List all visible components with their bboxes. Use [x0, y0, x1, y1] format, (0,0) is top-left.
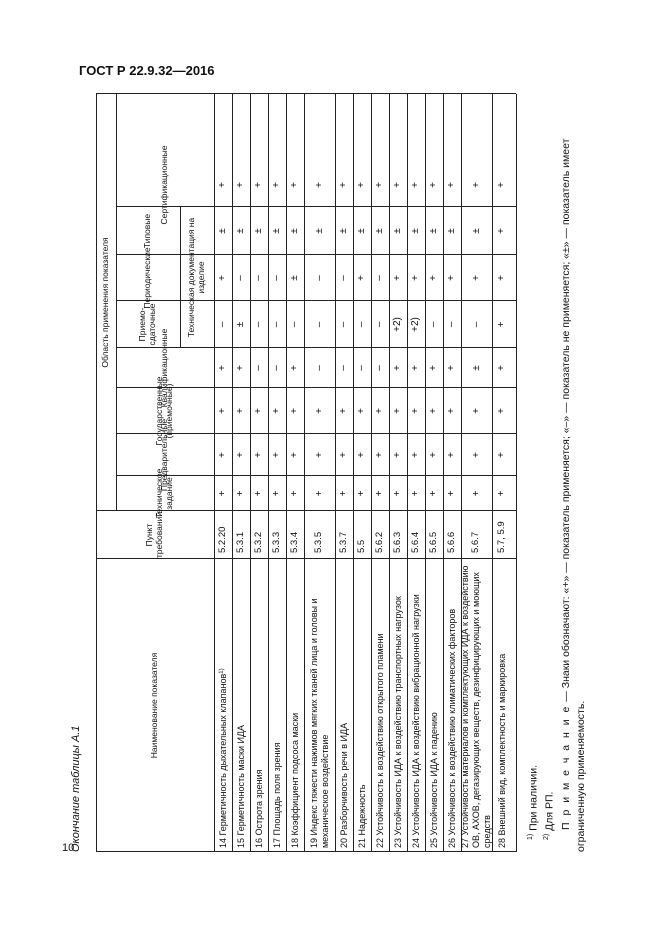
row-value: +: [410, 408, 422, 414]
row-value: +: [392, 490, 404, 497]
row-value: +: [410, 452, 422, 458]
row-value: ±: [374, 228, 386, 234]
row-ref: 5.3.2: [252, 531, 264, 553]
header-pris: Приемо-сдаточные: [137, 303, 157, 346]
row-value: ±: [446, 228, 458, 234]
row-value: ±: [338, 228, 350, 234]
row-value: +: [470, 182, 482, 188]
row-value: +: [289, 365, 301, 371]
row-name-text: 19 Индекс тяжести нажимов мягких тканей лица и головы и механическое воздействие: [308, 598, 330, 848]
row-name: [232, 559, 250, 852]
row-value: +: [496, 365, 508, 371]
header-period: Периодические: [142, 247, 153, 309]
row-name: [268, 559, 286, 852]
row-value: +: [374, 452, 386, 458]
row-ref: 5.7, 5.9: [495, 521, 507, 553]
row-name: [304, 559, 335, 852]
row-name: [461, 559, 492, 852]
row-name-text: 21 Надежность: [356, 784, 367, 848]
row-value: –: [271, 321, 283, 328]
header-ref: Пункт требований: [144, 511, 164, 559]
row-value: +: [235, 182, 247, 188]
table: [96, 94, 516, 852]
row-value: +: [235, 365, 247, 371]
row-value: ±: [289, 228, 301, 234]
row-value: +: [356, 490, 368, 497]
row-value: +: [356, 408, 368, 414]
document-header: ГОСТ Р 22.9.32—2016: [79, 63, 215, 78]
row-value: +: [428, 490, 440, 497]
row-value: +: [470, 452, 482, 458]
row-name: [214, 559, 232, 852]
row-name: [250, 559, 268, 852]
row-value: +: [446, 408, 458, 414]
row-name-text: 23 Устойчивость ИДА к воздействию транспортных нагрузок: [392, 596, 403, 848]
row-name: [389, 559, 407, 852]
row-name-text: 14 Герметичность дыхательных клапанов: [217, 673, 228, 848]
header-area: Область применения показателя: [100, 237, 111, 368]
row-value: ±: [253, 228, 265, 234]
row-value: +: [271, 182, 283, 188]
row-value: +: [410, 365, 422, 371]
row-value: +: [235, 452, 247, 458]
row-value: –: [313, 275, 325, 281]
row-ref: 5.2.20: [216, 526, 228, 553]
page-number: 10: [62, 842, 75, 854]
row-value: +: [410, 275, 422, 281]
row-value: +: [217, 182, 229, 188]
row-value: +: [428, 182, 440, 188]
row-value: –: [428, 321, 440, 328]
row-value: ±: [313, 228, 325, 234]
table-rule: [96, 93, 516, 94]
row-name: [443, 559, 461, 852]
row-value: ±: [271, 228, 283, 234]
row-value: +: [374, 408, 386, 414]
row-value: +: [446, 452, 458, 458]
row-name-text: 20 Разборчивость речи в ИДА: [338, 722, 349, 848]
row-value: +: [392, 452, 404, 458]
row-value: +: [217, 408, 229, 414]
row-value: +: [289, 452, 301, 458]
row-value: –: [374, 275, 386, 281]
row-value: –: [356, 365, 368, 371]
row-value: –: [356, 321, 368, 328]
row-value: +: [338, 490, 350, 497]
row-ref: 5.6.2: [373, 531, 385, 553]
row-name: [492, 559, 512, 852]
row-value: +: [356, 182, 368, 188]
row-value: +: [496, 182, 508, 188]
row-value: +: [446, 365, 458, 371]
footnote-mark: 1): [219, 668, 226, 674]
row-value: +: [470, 408, 482, 414]
row-name-text: 15 Герметичность маски ИДА: [235, 724, 246, 848]
row-value: +: [428, 275, 440, 281]
row-value: +: [496, 490, 508, 497]
row-name-text: 16 Острота зрения: [253, 769, 264, 848]
row-ref: 5.3.5: [313, 531, 325, 553]
row-value: +: [356, 452, 368, 458]
row-value: +: [446, 490, 458, 497]
row-value: +: [338, 408, 350, 414]
note-text: П р и м е ч а н и е — Знаки обозначают: «+» — показатель применяется; «–» — показатель не применяется; «±» — показатель имеет ограниченную применяемость.: [559, 138, 588, 852]
row-value: +: [235, 408, 247, 414]
row-value: +: [446, 275, 458, 281]
row-value: ±: [428, 228, 440, 234]
row-ref: 5.6.6: [445, 531, 457, 553]
row-value: –: [217, 321, 229, 328]
row-value: +: [253, 182, 265, 188]
row-value: +: [217, 275, 229, 281]
row-ref: 5.6.4: [409, 531, 421, 553]
table-caption: Окончание таблицы А.1: [70, 725, 82, 852]
row-name: [335, 559, 353, 852]
row-value: +: [289, 182, 301, 188]
row-value: +: [289, 408, 301, 414]
row-value: –: [253, 321, 265, 328]
row-value: +: [428, 452, 440, 458]
header-name: Наименование показателя: [149, 652, 160, 759]
header-pre: Предварительные: [159, 418, 170, 492]
header-tz: Техническое задание: [154, 468, 174, 519]
header-tip: Типовые: [142, 213, 153, 249]
row-value: ±: [235, 321, 247, 328]
row-name-text: 27 Устойчивость материалов и комплектующих ИДА к воздействию ОВ, АХОВ, дегазирующих веществ, дезинфицирующих и моющих средств: [460, 565, 492, 848]
row-name-text: 17 Площадь поля зрения: [271, 742, 282, 848]
row-value: +: [271, 408, 283, 414]
row-value: +2): [392, 317, 404, 332]
header-kval: Квалификационные: [159, 328, 170, 408]
row-value: +: [392, 182, 404, 188]
row-value: +: [235, 490, 247, 497]
row-value: +: [428, 408, 440, 414]
row-value: +: [338, 452, 350, 458]
row-name: [353, 559, 371, 852]
row-name: [407, 559, 425, 852]
row-ref: 5.6.3: [391, 531, 403, 553]
row-value: –: [338, 321, 350, 328]
row-value: –: [271, 365, 283, 371]
row-ref: 5.6.5: [427, 531, 439, 553]
row-value: –: [313, 365, 325, 371]
row-value: +: [496, 408, 508, 414]
row-value: +: [313, 182, 325, 188]
row-value: –: [338, 365, 350, 371]
row-ref: 5.3.7: [337, 531, 349, 553]
row-value: ±: [289, 275, 301, 281]
table-rule: [516, 94, 517, 852]
row-value: +: [338, 182, 350, 188]
row-value: +: [271, 452, 283, 458]
row-value: –: [289, 321, 301, 328]
row-value: +: [496, 275, 508, 281]
row-ref: 5.6.7: [470, 531, 482, 553]
table-notes: [526, 94, 590, 852]
row-value: +: [470, 275, 482, 281]
row-name-text: 18 Коэффициент подсоса маски: [289, 712, 300, 848]
row-value: –: [338, 275, 350, 281]
row-value: –: [271, 275, 283, 281]
row-value: +: [446, 182, 458, 188]
header-tech-doc: Техническая документация на изделие: [186, 217, 206, 338]
row-value: +: [356, 275, 368, 281]
row-value: +: [410, 182, 422, 188]
row-value: +: [217, 365, 229, 371]
header-sert: Сертификационные: [159, 145, 170, 225]
row-value: +: [271, 490, 283, 497]
row-value: +: [313, 408, 325, 414]
row-name-text: 28 Внешний вид, комплектность и маркировка: [496, 653, 507, 848]
header-gos: Государственные (приемочные): [154, 376, 174, 446]
row-value: +: [253, 452, 265, 458]
row-name-text: 22 Устойчивость к воздействию открытого пламени: [374, 633, 385, 848]
row-value: +: [392, 365, 404, 371]
row-value: –: [374, 321, 386, 328]
row-value: ±: [410, 228, 422, 234]
row-value: –: [253, 275, 265, 281]
row-value: +: [496, 321, 508, 328]
row-value: +: [496, 228, 508, 234]
row-value: ±: [356, 228, 368, 234]
row-value: +: [410, 490, 422, 497]
row-ref: 5.5: [355, 539, 367, 553]
row-value: ±: [235, 228, 247, 234]
row-value: +: [289, 490, 301, 497]
row-value: –: [253, 365, 265, 371]
row-value: –: [446, 321, 458, 328]
row-name-text: 25 Устойчивость ИДА к падению: [428, 712, 439, 848]
row-value: –: [374, 365, 386, 371]
row-value: –: [313, 321, 325, 328]
row-value: ±: [470, 365, 482, 371]
row-name: [425, 559, 443, 852]
row-value: +: [392, 275, 404, 281]
row-value: +: [428, 365, 440, 371]
row-name-text: 24 Устойчивость ИДА к воздействию вибрационной нагрузки: [410, 594, 421, 848]
row-value: +: [374, 182, 386, 188]
row-name: [286, 559, 304, 852]
row-value: +: [374, 490, 386, 497]
row-value: ±: [392, 228, 404, 234]
footnote-2: $^{2)}$ Для РП.: [543, 791, 556, 840]
row-value: +: [313, 452, 325, 458]
row-value: –: [470, 321, 482, 328]
row-ref: 5.3.4: [288, 531, 300, 553]
row-value: +: [496, 452, 508, 458]
row-name-text: 26 Устойчивость к воздействию климатических факторов: [446, 608, 457, 848]
row-value: ±: [217, 228, 229, 234]
row-value: +: [470, 490, 482, 497]
row-value: +: [253, 490, 265, 497]
row-value: –: [235, 275, 247, 281]
rotated-page-content: [68, 52, 588, 852]
footnote-1: $^{1)}$ При наличии.: [527, 764, 540, 840]
row-value: +: [313, 490, 325, 497]
row-value: +: [392, 408, 404, 414]
row-ref: 5.3.3: [270, 531, 282, 553]
row-value: +: [217, 452, 229, 458]
row-name: [371, 559, 389, 852]
row-ref: 5.3.1: [234, 531, 246, 553]
row-value: +: [217, 490, 229, 497]
row-value: ±: [470, 228, 482, 234]
row-value: +2): [410, 317, 422, 332]
row-value: +: [253, 408, 265, 414]
